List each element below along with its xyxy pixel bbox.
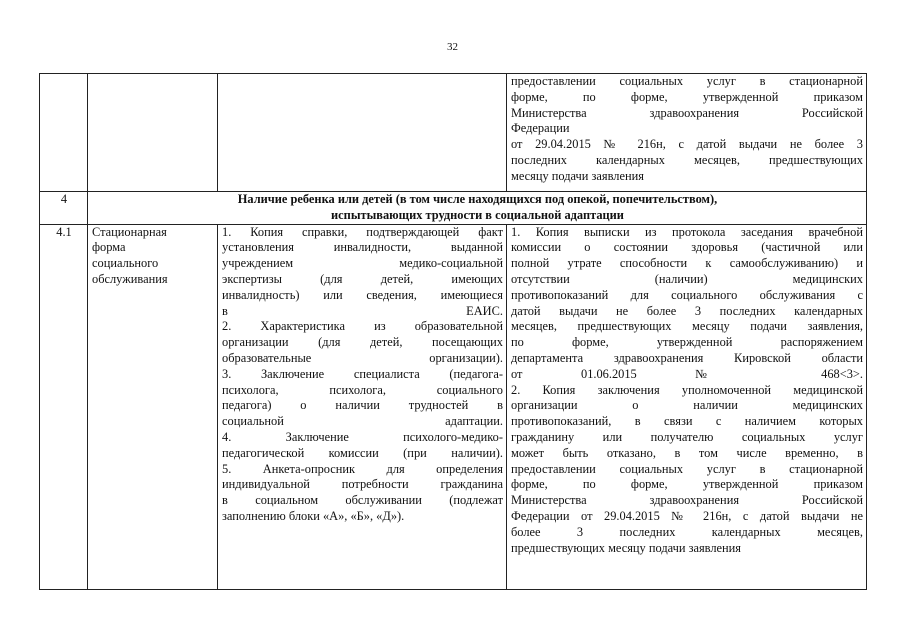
text-line: более 3 последних календарных месяцев,	[511, 524, 863, 539]
text-line: 5. Анкета-опросник для определения	[222, 461, 503, 476]
text-line: предоставлении социальных услуг в стационарной	[511, 461, 863, 476]
text-line: месяцу подачи заявления	[511, 168, 644, 183]
text-line: по форме, утвержденной распоряжением	[511, 335, 863, 350]
text-line: противопоказаний, в связи с наличием которых	[511, 414, 863, 429]
text-line: форме, по форме, утвержденной приказом	[511, 477, 863, 492]
text-line: индивидуальной потребности гражданина	[222, 477, 503, 492]
text-line: экспертизы (для детей, имеющих	[222, 271, 503, 286]
text-line: департамента здравоохранения Кировской области	[511, 350, 863, 365]
section-number: 4	[40, 192, 88, 225]
text-line: 4. Заключение психолого-медико-	[222, 429, 503, 444]
required-documents	[218, 224, 507, 589]
text-line: 2. Характеристика из образовательной	[222, 319, 503, 334]
text-line: инвалидность) или сведения, имеющиеся	[222, 287, 503, 302]
continuation-text	[507, 74, 867, 192]
text-line: учреждением медико-социальной	[222, 256, 503, 271]
service-form	[88, 224, 218, 589]
text-line: установления инвалидности, выданной	[222, 240, 503, 255]
text-line: 3. Заключение специалиста (педагога-	[222, 366, 503, 381]
continuation-row	[40, 74, 867, 192]
text-line: комиссии о состоянии здоровья (частичной или	[511, 240, 863, 255]
item-row-4-1	[40, 224, 867, 589]
text-line: обслуживания	[92, 271, 168, 286]
text-line: форме, по форме, утвержденной приказом	[511, 89, 863, 104]
text-line: образовательные организации).	[222, 350, 503, 365]
section-title-line: Наличие ребенка или детей (в том числе находящихся под опекой, попечительством),	[237, 192, 718, 206]
text-line: может быть отказано, в том числе временно, в	[511, 445, 863, 460]
section-header-row	[40, 192, 867, 225]
text-line: предоставлении социальных услуг в стационарной	[511, 74, 863, 88]
section-title	[88, 192, 867, 225]
cell-empty	[88, 74, 218, 192]
text-line: педагогической комиссии (при наличии).	[222, 445, 503, 460]
text-line: организации (для детей, посещающих	[222, 335, 503, 350]
item-number: 4.1	[40, 224, 88, 589]
text-line: Министерства здравоохранения Российской	[511, 105, 863, 120]
text-line: 1. Копия справки, подтверждающей факт	[222, 224, 503, 239]
text-line: педагога) о наличии трудностей в	[222, 398, 503, 413]
cell-empty	[218, 74, 507, 192]
text-line: 1. Копия выписки из протокола заседания врачебной	[511, 224, 863, 239]
cell-empty	[40, 74, 88, 192]
text-line: месяцев, предшествующих месяцу подачи заявления,	[511, 319, 863, 334]
text-line: социальной адаптации.	[222, 414, 503, 429]
text-line: отсутствии (наличии) медицинских	[511, 271, 863, 286]
section-title-line: испытывающих трудности в социальной адаптации	[331, 207, 624, 222]
text-line: Федерации	[511, 121, 570, 136]
text-line: Министерства здравоохранения Российской	[511, 493, 863, 508]
text-line: Федерации от 29.04.2015 № 216н, с датой выдачи не	[511, 508, 863, 523]
text-line: заполнению блоки «А», «Б», «Д»).	[222, 508, 405, 523]
page-number: 32	[447, 41, 458, 53]
text-line: организации о наличии медицинских	[511, 398, 863, 413]
text-line: психолога, психолога, социального	[222, 382, 503, 397]
text-line: противопоказаний для социального обслуживания с	[511, 287, 863, 302]
text-line: Стационарная	[92, 224, 167, 239]
text-line: социального	[92, 256, 159, 271]
text-line: гражданину или получателю социальных услуг	[511, 429, 863, 444]
text-line: от 01.06.2015 № 468<3>.	[511, 366, 863, 381]
text-line: датой выдачи не более 3 последних календарных	[511, 303, 863, 318]
text-line: форма	[92, 240, 126, 255]
text-line: в ЕАИС.	[222, 303, 503, 318]
document-table	[39, 73, 867, 590]
text-line: предшествующих месяцу подачи заявления	[511, 540, 742, 555]
text-line: от 29.04.2015 № 216н, с датой выдачи не более 3	[511, 137, 863, 152]
text-line: последних календарных месяцев, предшествующих	[511, 152, 863, 167]
text-line: 2. Копия заключения уполномоченной медицинской	[511, 382, 863, 397]
medical-documents	[507, 224, 867, 589]
text-line: в социальном обслуживании (подлежат	[222, 493, 503, 508]
text-line: полной утрате способности к самообслуживанию) и	[511, 256, 863, 271]
